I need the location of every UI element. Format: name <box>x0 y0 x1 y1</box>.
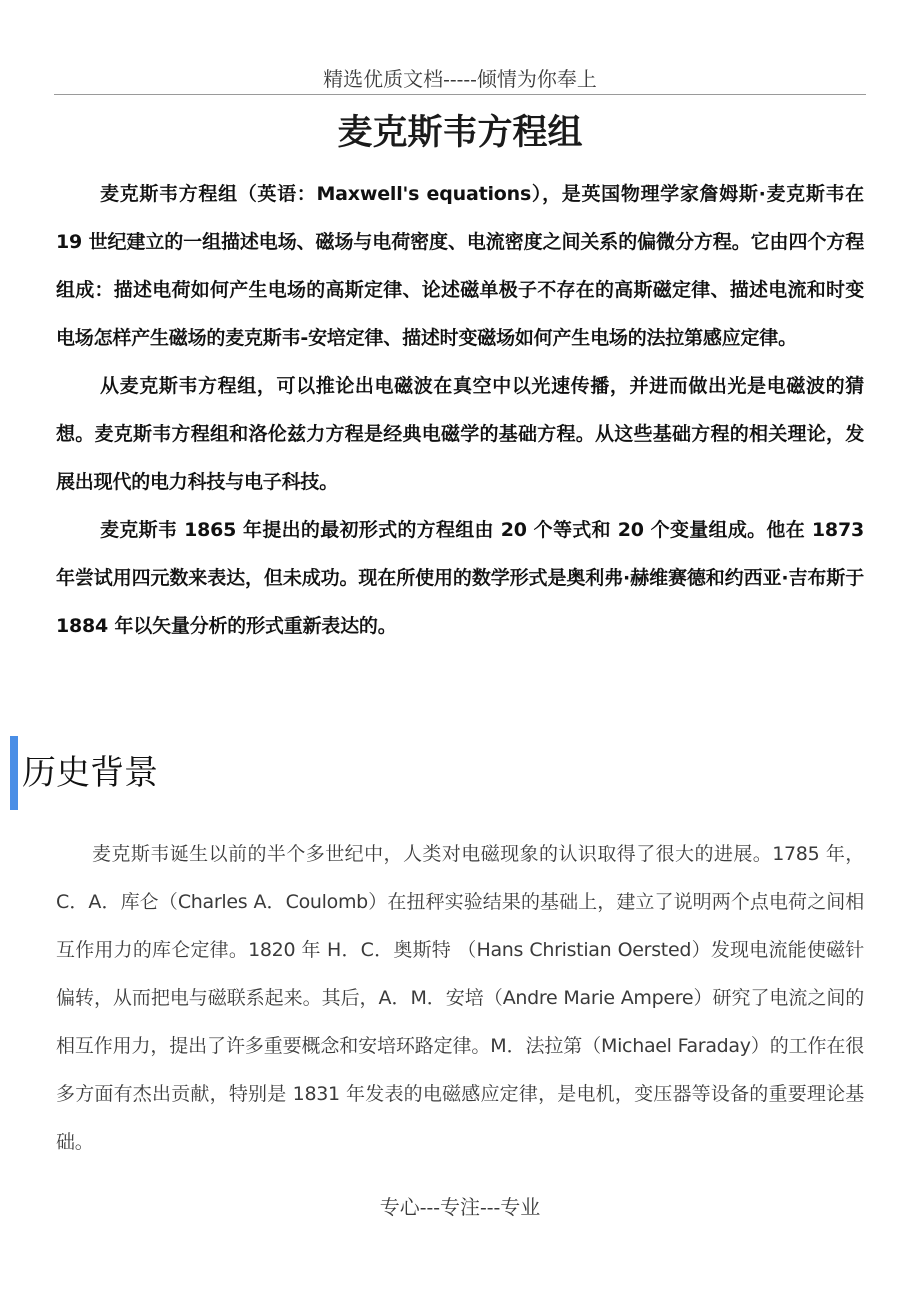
page-footer: 专心---专注---专业 <box>379 1195 541 1219</box>
intro-paragraph-2: 从麦克斯韦方程组，可以推论出电磁波在真空中以光速传播，并进而做出光是电磁波的猜想。麦克斯韦方程组和洛伦兹力方程是经典电磁学的基础方程。从这些基础方程的相关理论，发展出现代的电力科技与电子科技。 <box>56 375 864 493</box>
document-title: 麦克斯韦方程组 <box>337 113 583 153</box>
intro-paragraph-1: 麦克斯韦方程组（英语：Maxwell's equations），是英国物理学家詹姆斯·麦克斯韦在 19 世纪建立的一组描述电场、磁场与电荷密度、电流密度之间关系的偏微分方程。它由四个方程组成：描述电荷如何产生电场的高斯定律、论述磁单极子不存在的高斯磁定律、描述电流和时变电场怎样产生磁场的麦克斯韦-安培定律、描述时变磁场如何产生电场的法拉第感应定律。 <box>56 183 864 349</box>
history-section <box>56 830 864 1166</box>
history-paragraph: 麦克斯韦诞生以前的半个多世纪中，人类对电磁现象的认识取得了很大的进展。1785 年，C．A．库仑（Charles A．Coulomb）在扭秤实验结果的基础上，建立了说明两个点电荷之间相互作用力的库仑定律。1820 年 H．C．奥斯特 （Hans Christian Oersted）发现电流能使磁针偏转，从而把电与磁联系起来。其后，A．M．安培（Andre Marie Ampere）研究了电流之间的相互作用力，提出了许多重要概念和安培环路定律。M．法拉第（Michael Faraday）的工作在很多方面有杰出贡献，特别是 1831 年发表的电磁感应定律，是电机，变压器等设备的重要理论基础。 <box>56 843 864 1153</box>
section-accent-bar <box>10 736 18 810</box>
intro-section <box>56 170 864 650</box>
section-title: 历史背景 <box>22 753 158 793</box>
page-header: 精选优质文档-----倾情为你奉上 <box>54 64 866 95</box>
section-heading <box>10 736 158 810</box>
intro-paragraph-3: 麦克斯韦 1865 年提出的最初形式的方程组由 20 个等式和 20 个变量组成。他在 1873 年尝试用四元数来表达，但未成功。现在所使用的数学形式是奥利弗·赫维赛德和约西亚·吉布斯于 1884 年以矢量分析的形式重新表达的。 <box>56 519 864 637</box>
